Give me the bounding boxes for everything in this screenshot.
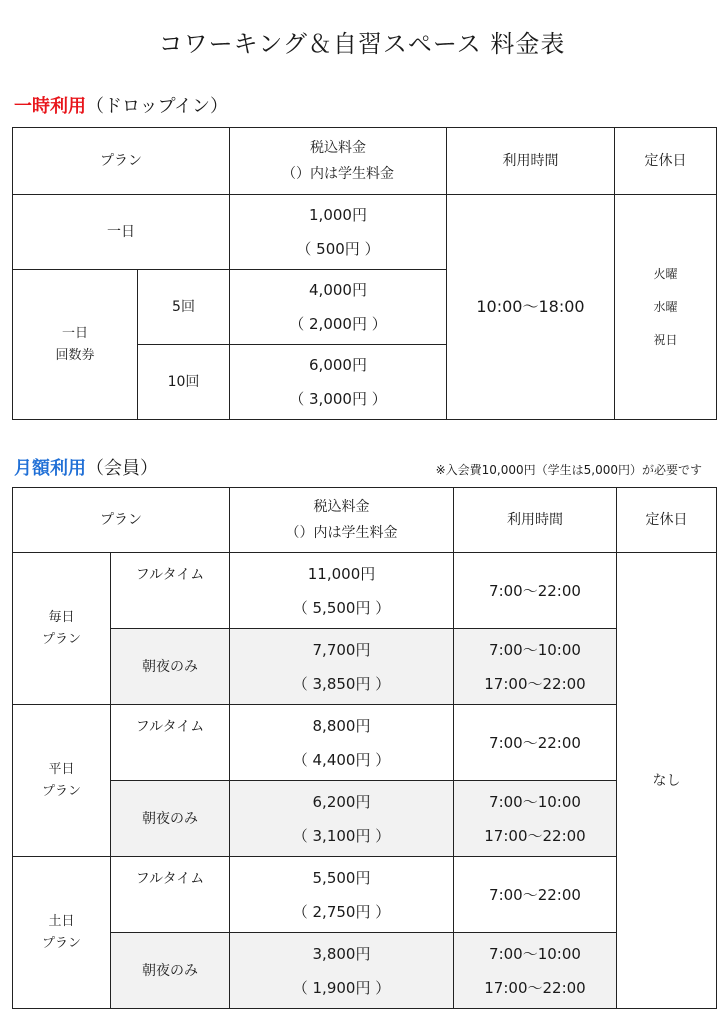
price-value: 4,000円 (309, 281, 367, 299)
header-hours: 利用時間 (454, 488, 617, 553)
hours-line1: 7:00～10:00 (489, 944, 581, 963)
monthly-section-heading (14, 454, 158, 480)
coupon-price (230, 270, 447, 345)
header-plan: プラン (13, 128, 230, 195)
plan-group-name (13, 857, 111, 1009)
header-plan: プラン (13, 488, 230, 553)
plan-price (230, 933, 454, 1009)
plan-group-line1: 土日 (48, 913, 75, 929)
coupon-price (230, 345, 447, 420)
student-price-value: （ 3,100円 ） (292, 826, 391, 845)
header-closed: 定休日 (615, 128, 717, 195)
price-value: 11,000円 (307, 564, 376, 583)
student-price-value: （ 3,850円 ） (292, 674, 391, 693)
plan-type: フルタイム (111, 857, 230, 933)
plan-group-line2: プラン (41, 783, 81, 799)
coupon-count: 5回 (138, 270, 230, 345)
monthly-closed: なし (617, 553, 717, 1009)
plan-hours: 7:00～22:00 (454, 705, 617, 781)
student-price-value: （ 2,750円 ） (292, 902, 391, 921)
coupon-label-line1: 一日 (61, 325, 88, 341)
student-price-value: （ 1,900円 ） (292, 978, 391, 997)
plan-group-line1: 毎日 (48, 609, 75, 625)
plan-group-name (13, 705, 111, 857)
header-closed: 定休日 (617, 488, 717, 553)
monthly-title: 月額利用 (14, 458, 86, 479)
student-price-value: （ 3,000円 ） (289, 390, 387, 408)
price-value: 7,700円 (312, 640, 371, 659)
plan-price (230, 705, 454, 781)
dropin-title: 一時利用 (14, 96, 86, 117)
plan-type: フルタイム (111, 705, 230, 781)
dropin-section-heading (14, 92, 228, 118)
plan-type: 朝夜のみ (111, 629, 230, 705)
header-price (230, 488, 454, 553)
page-title: コワーキング＆自習スペース 料金表 (158, 30, 566, 58)
header-hours: 利用時間 (447, 128, 615, 195)
plan-hours: 7:00～22:00 (454, 857, 617, 933)
plan-hours (454, 933, 617, 1009)
plan-price (230, 553, 454, 629)
hours-line1: 7:00～10:00 (489, 640, 581, 659)
price-value: 6,200円 (312, 792, 371, 811)
header-price-label: 税込料金 (310, 140, 366, 156)
entry-fee-note: ※入会費10,000円（学生は5,000円）が必要です (435, 463, 702, 477)
closed-day: 水曜 (653, 299, 678, 314)
hours-line2: 17:00～22:00 (484, 978, 586, 997)
dropin-subtitle: （ドロップイン） (86, 96, 229, 117)
student-price-value: （ 500円 ） (296, 240, 380, 258)
coupon-label-line2: 回数券 (55, 347, 95, 363)
price-value: 3,800円 (312, 944, 371, 963)
hours-line2: 17:00～22:00 (484, 826, 586, 845)
plan-hours (454, 629, 617, 705)
closed-day: 火曜 (653, 266, 678, 281)
hours-line2: 17:00～22:00 (484, 674, 586, 693)
monthly-subtitle: （会員） (86, 458, 158, 479)
plan-type: 朝夜のみ (111, 781, 230, 857)
plan-coupon (13, 270, 138, 420)
header-price-label: 税込料金 (313, 499, 370, 515)
plan-price (230, 857, 454, 933)
plan-group-line1: 平日 (48, 761, 75, 777)
coupon-count: 10回 (138, 345, 230, 420)
plan-type: 朝夜のみ (111, 933, 230, 1009)
dropin-price-table (12, 127, 717, 420)
plan-group-line2: プラン (41, 631, 81, 647)
price-one-day (230, 195, 447, 270)
plan-group-line2: プラン (41, 935, 81, 951)
plan-group-name (13, 553, 111, 705)
plan-type: フルタイム (111, 553, 230, 629)
price-value: 6,000円 (309, 356, 367, 374)
plan-hours: 7:00～22:00 (454, 553, 617, 629)
student-price-value: （ 5,500円 ） (292, 598, 391, 617)
plan-hours (454, 781, 617, 857)
price-value: 8,800円 (312, 716, 371, 735)
header-price (230, 128, 447, 195)
price-value: 1,000円 (309, 206, 367, 224)
plan-price (230, 781, 454, 857)
student-price-value: （ 2,000円 ） (289, 315, 387, 333)
closed-day: 祝日 (653, 332, 678, 347)
student-price-value: （ 4,400円 ） (292, 750, 391, 769)
plan-one-day: 一日 (13, 195, 230, 270)
monthly-price-table (12, 487, 717, 1009)
plan-price (230, 629, 454, 705)
dropin-closed-days (615, 195, 717, 420)
dropin-hours: 10:00～18:00 (447, 195, 615, 420)
header-price-note: （）内は学生料金 (282, 166, 394, 182)
hours-line1: 7:00～10:00 (489, 792, 581, 811)
price-value: 5,500円 (312, 868, 371, 887)
header-price-note: （）内は学生料金 (285, 525, 398, 541)
